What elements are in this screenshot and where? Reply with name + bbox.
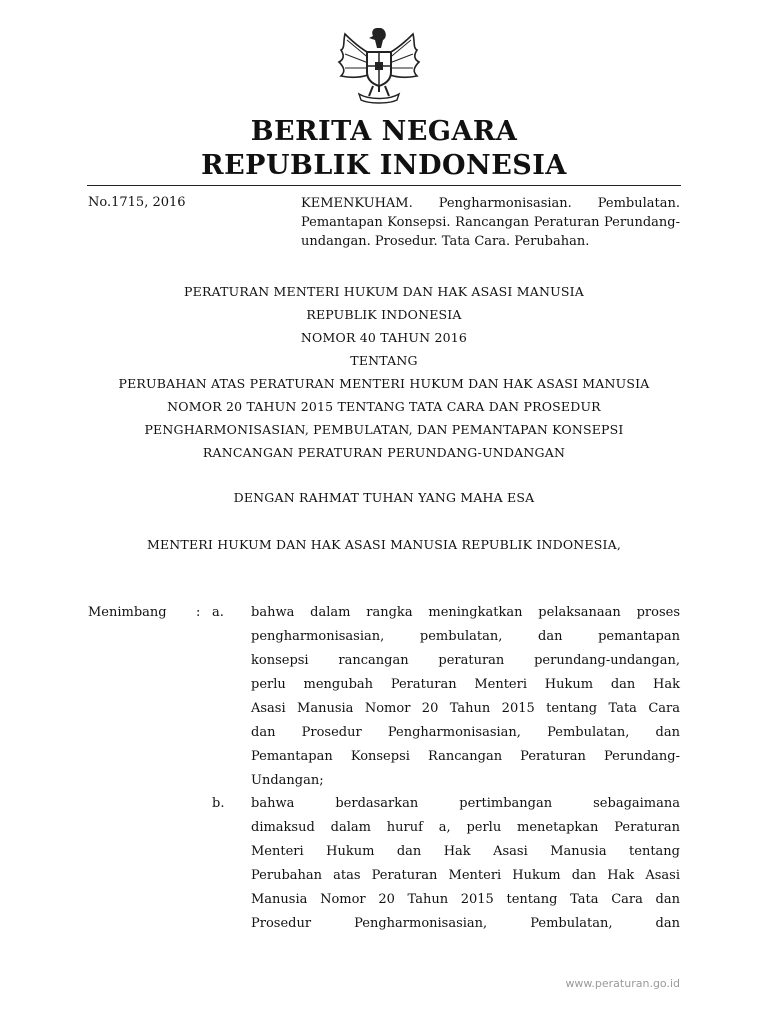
item-line: Prosedur Pengharmonisasian, Pembulatan, dan bbox=[251, 916, 680, 931]
website-watermark: www.peraturan.go.id bbox=[565, 977, 680, 990]
heading-line: TENTANG bbox=[350, 353, 418, 368]
masthead-title: BERITA NEGARA bbox=[250, 116, 518, 147]
minister-line: MENTERI HUKUM DAN HAK ASASI MANUSIA REPUBLIK INDONESIA, bbox=[146, 537, 622, 552]
item-line: perlu mengubah Peraturan Menteri Hukum dan Hak bbox=[251, 677, 680, 692]
considering-colon: : bbox=[196, 605, 201, 620]
item-line: Menteri Hukum dan Hak Asasi Manusia tentang bbox=[251, 844, 680, 859]
item-line: dimaksud dalam huruf a, perlu menetapkan Peraturan bbox=[251, 820, 680, 835]
heading-line: RANCANGAN PERATURAN PERUNDANG-UNDANGAN bbox=[202, 445, 566, 460]
item-line: bahwa berdasarkan pertimbangan sebagaimana bbox=[251, 796, 680, 811]
item-letter: a. bbox=[212, 605, 224, 620]
item-line: Manusia Nomor 20 Tahun 2015 tentang Tata Cara dan bbox=[251, 892, 680, 907]
masthead-divider bbox=[87, 185, 681, 186]
heading-line: REPUBLIK INDONESIA bbox=[306, 307, 462, 322]
blessing-line: DENGAN RAHMAT TUHAN YANG MAHA ESA bbox=[233, 490, 535, 505]
item-line: Asasi Manusia Nomor 20 Tahun 2015 tentang Tata Cara bbox=[251, 701, 680, 716]
item-letter: b. bbox=[212, 796, 225, 811]
heading-line: PERUBAHAN ATAS PERATURAN MENTERI HUKUM DAN HAK ASASI MANUSIA bbox=[118, 376, 650, 391]
heading-line: NOMOR 40 TAHUN 2016 bbox=[300, 330, 468, 345]
item-line: pengharmonisasian, pembulatan, dan pemantapan bbox=[251, 629, 680, 644]
item-line: konsepsi rancangan peraturan perundang-undangan, bbox=[251, 653, 680, 668]
item-line: dan Prosedur Pengharmonisasian, Pembulatan, dan bbox=[251, 725, 680, 740]
heading-line: NOMOR 20 TAHUN 2015 TENTANG TATA CARA DAN PROSEDUR bbox=[167, 399, 601, 414]
garuda-pancasila-emblem-icon bbox=[331, 22, 427, 106]
document-number: No.1715, 2016 bbox=[88, 195, 186, 210]
heading-line: PENGHARMONISASIAN, PEMBULATAN, DAN PEMANTAPAN KONSEPSI bbox=[144, 422, 624, 437]
masthead-subtitle: REPUBLIK INDONESIA bbox=[201, 150, 567, 181]
item-line: Pemantapan Konsepsi Rancangan Peraturan Perundang- bbox=[251, 749, 680, 764]
item-line: Undangan; bbox=[251, 773, 324, 788]
document-keywords: KEMENKUHAM. Pengharmonisasian. Pembulatan. Pemantapan Konsepsi. Rancangan Peraturan Perundang-undangan. Prosedur. Tata Cara. Perubahan. bbox=[301, 196, 680, 249]
item-line: bahwa dalam rangka meningkatkan pelaksanaan proses bbox=[251, 605, 680, 620]
considering-label: Menimbang bbox=[88, 605, 167, 620]
heading-line: PERATURAN MENTERI HUKUM DAN HAK ASASI MANUSIA bbox=[184, 284, 584, 299]
item-line: Perubahan atas Peraturan Menteri Hukum dan Hak Asasi bbox=[251, 868, 680, 883]
